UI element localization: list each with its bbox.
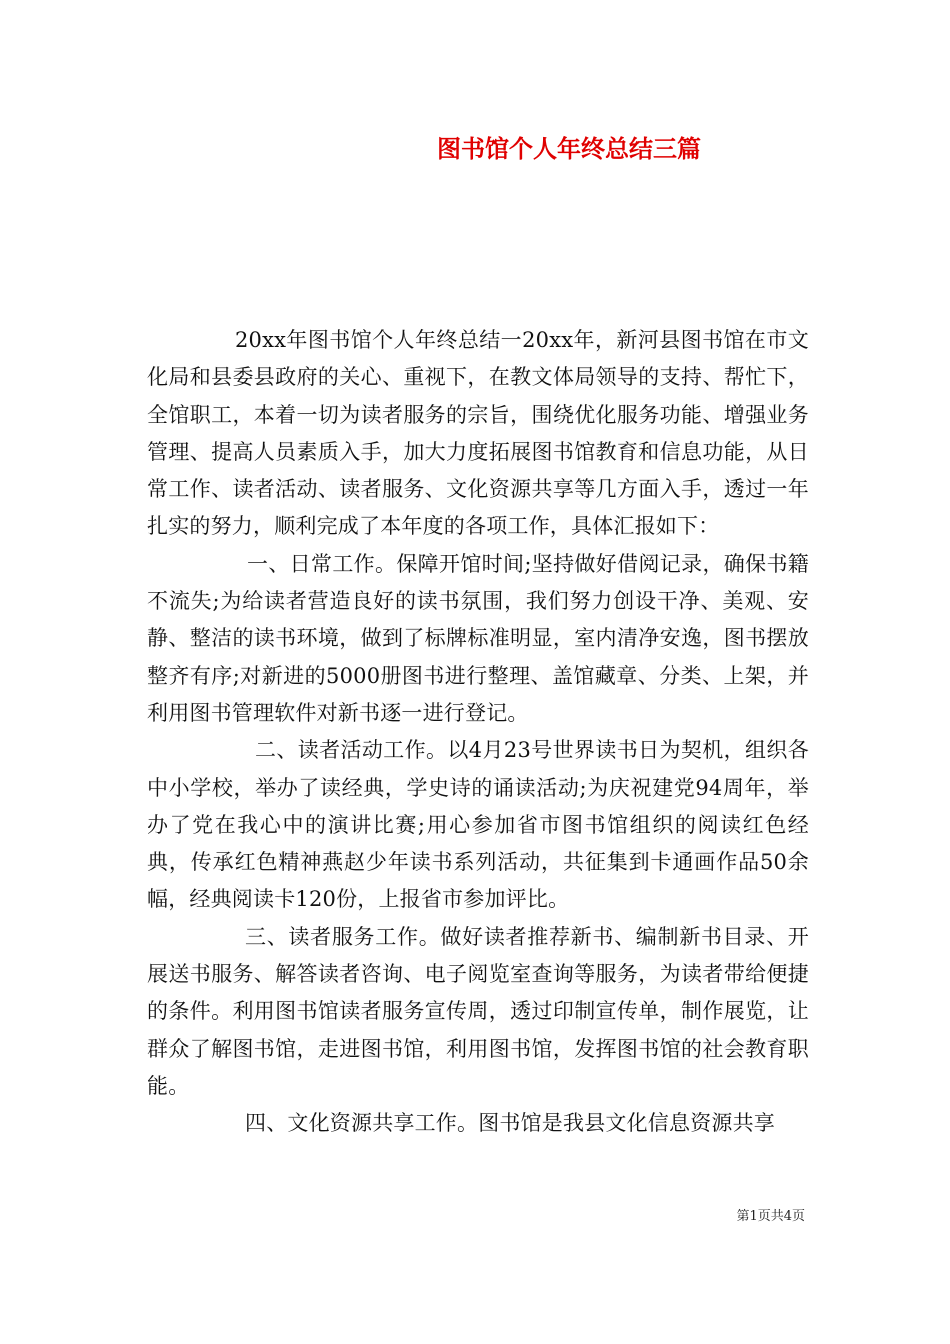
page-number-footer: 第1页共4页 bbox=[736, 1209, 805, 1224]
document-body bbox=[147, 322, 809, 1143]
paragraph-resource-sharing: 四、文化资源共享工作。图书馆是我县文化信息资源共享 bbox=[245, 1111, 775, 1136]
paragraph-intro: 20xx年图书馆个人年终总结一20xx年，新河县图书馆在市文化局和县委县政府的关心、重视下，在教文体局领导的支持、帮忙下，全馆职工，本着一切为读者服务的宗旨，围绕优化服务功能、增强业务管理、提高人员素质入手，加大力度拓展图书馆教育和信息功能，从日常工作、读者活动、读者服务、文化资源共享等几方面入手，透过一年扎实的努力，顺利完成了本年度的各项工作，具体汇报如下： bbox=[147, 328, 809, 539]
paragraph-daily-work: 一、日常工作。保障开馆时间;坚持做好借阅记录，确保书籍不流失;为给读者营造良好的读书氛围，我们努力创设干净、美观、安静、整洁的读书环境，做到了标牌标准明显，室内清净安逸，图书摆放整齐有序;对新进的5000册图书进行整理、盖馆藏章、分类、上架，并利用图书管理软件对新书逐一进行登记。 bbox=[147, 551, 809, 725]
document-title: 图书馆个人年终总结三篇 bbox=[437, 135, 701, 163]
paragraph-reader-services: 三、读者服务工作。做好读者推荐新书、编制新书目录、开展送书服务、解答读者咨询、电子阅览室查询等服务，为读者带给便捷的条件。利用图书馆读者服务宣传周，透过印制宣传单，制作展览，让群众了解图书馆，走进图书馆，利用图书馆，发挥图书馆的社会教育职能。 bbox=[147, 924, 809, 1098]
paragraph-reader-activities: 二、读者活动工作。以4月23号世界读书日为契机，组织各中小学校，举办了读经典，学史诗的诵读活动;为庆祝建党94周年，举办了党在我心中的演讲比赛;用心参加省市图书馆组织的阅读红色经典，传承红色精神燕赵少年读书系列活动，共征集到卡通画作品50余幅，经典阅读卡120份，上报省市参加评比。 bbox=[147, 738, 809, 912]
